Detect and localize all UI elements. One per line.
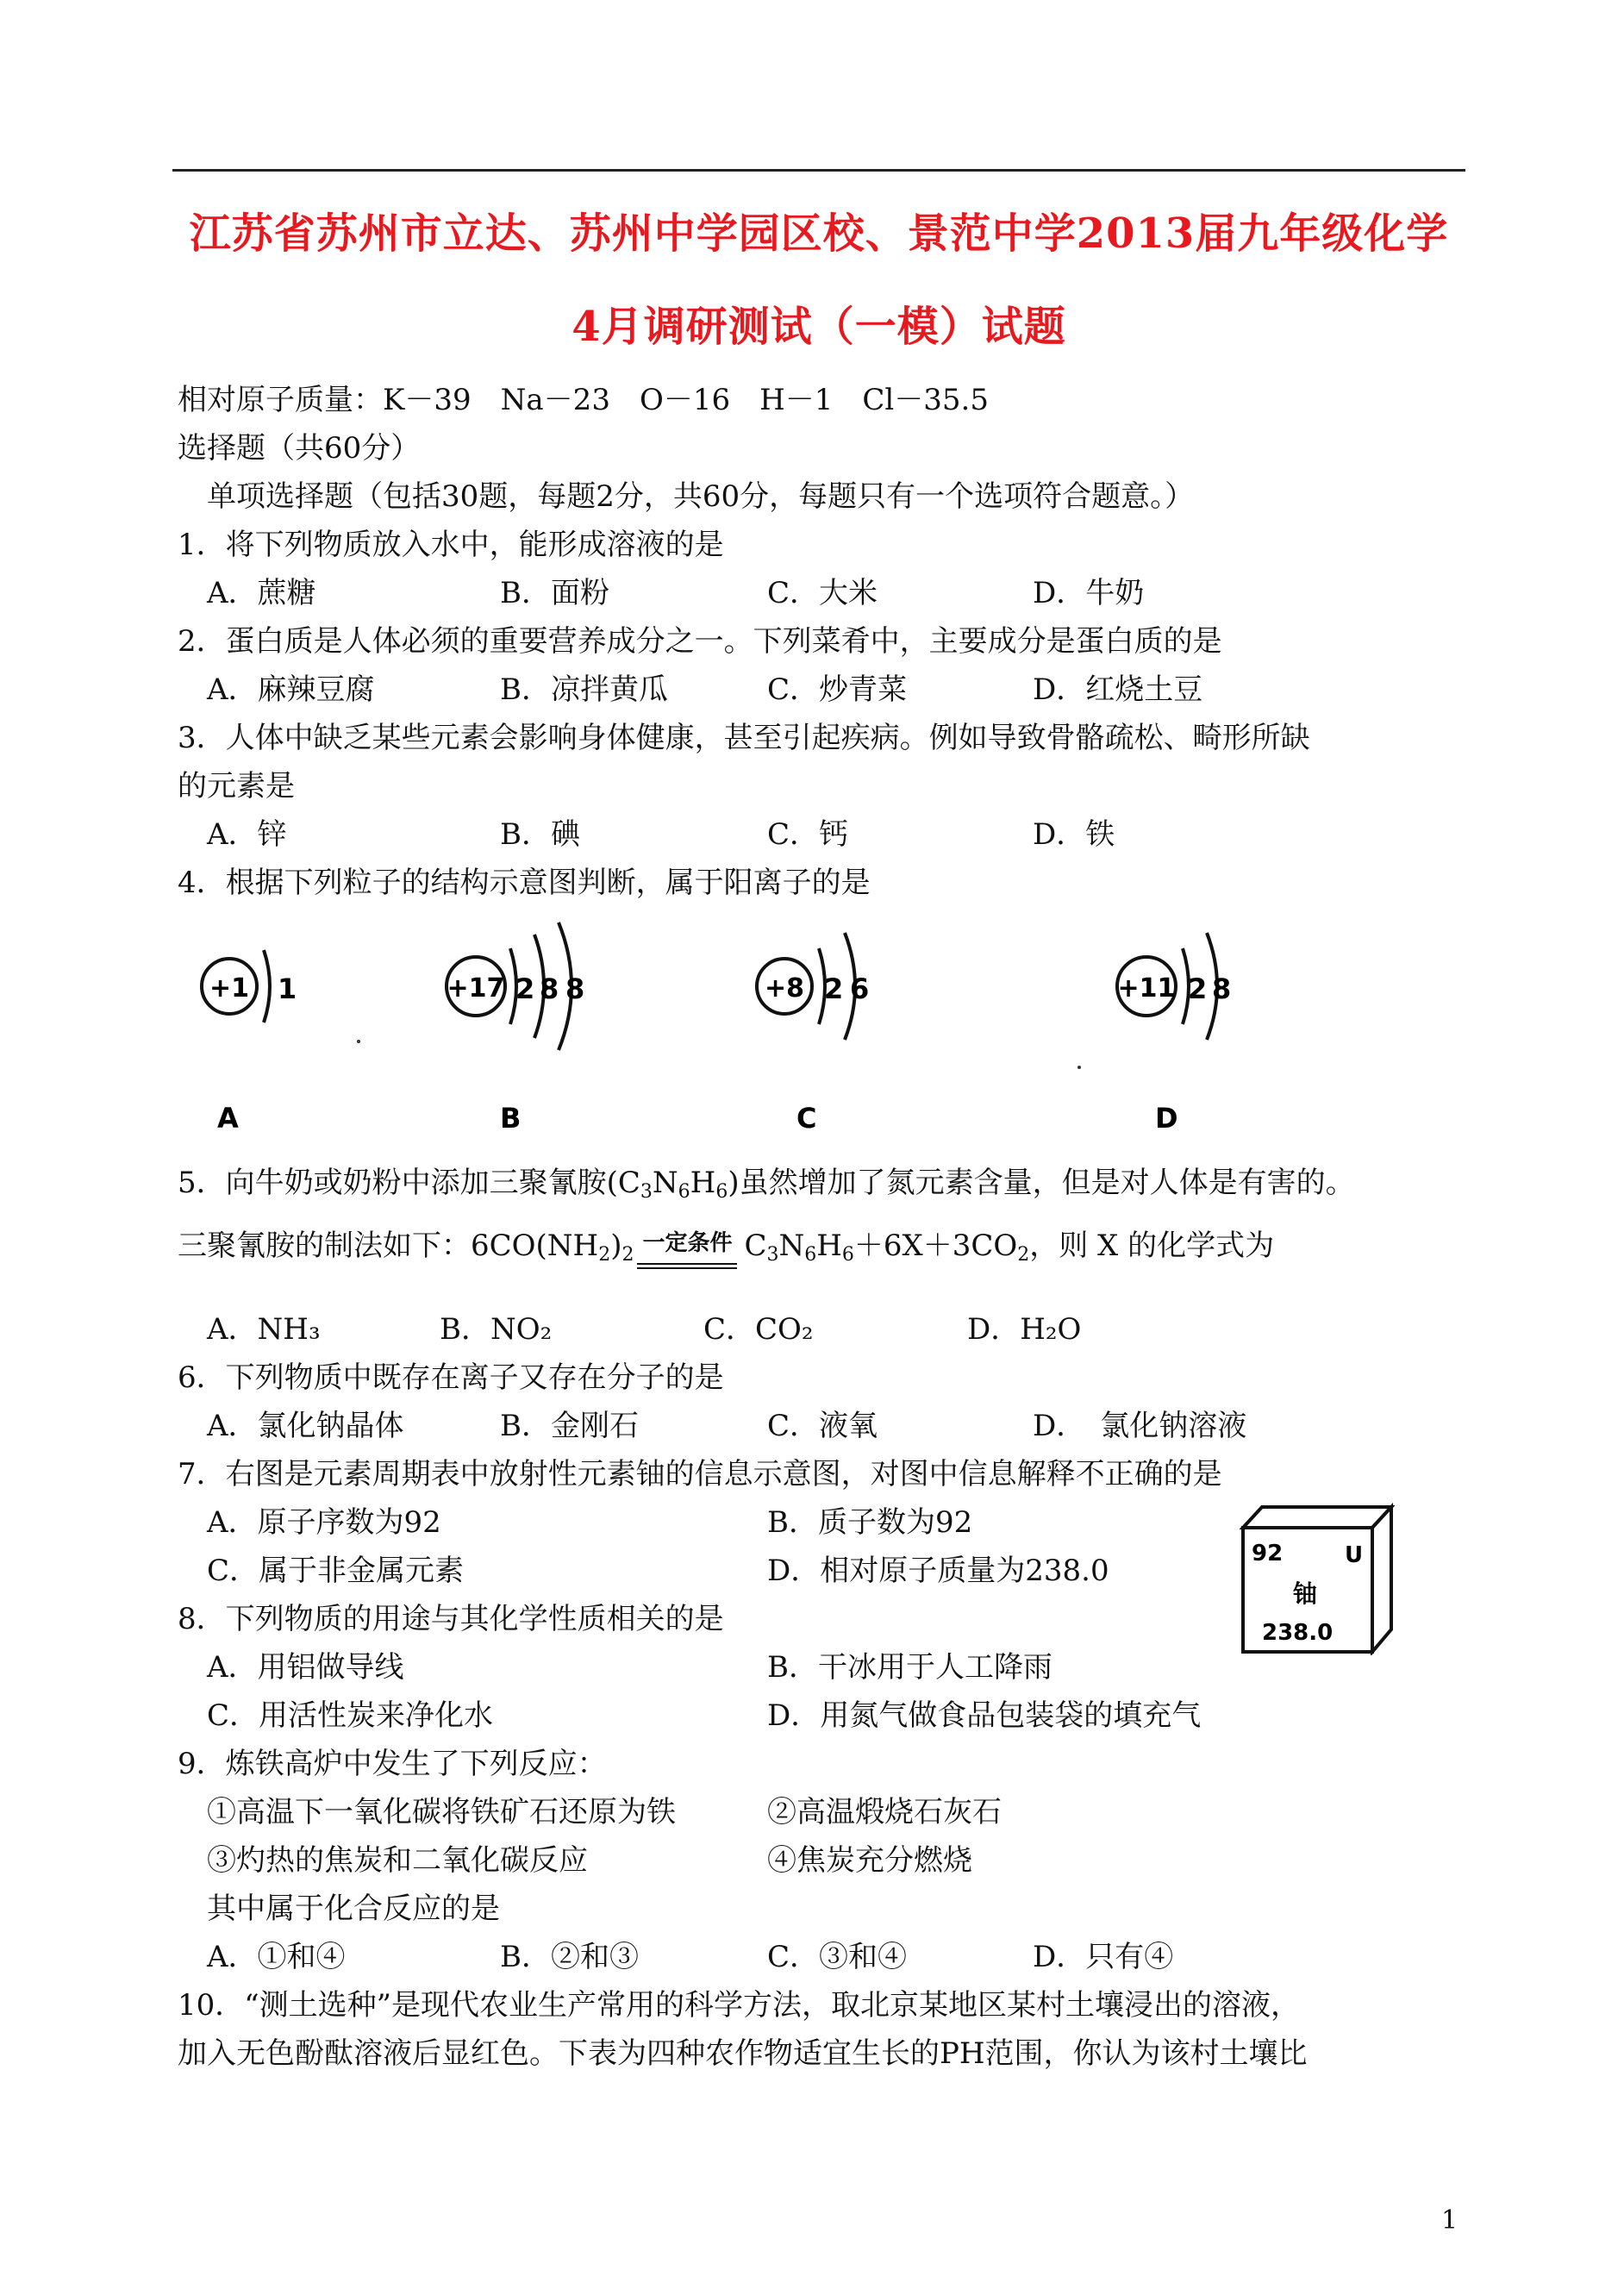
atom-a-shell-1: 1 [278, 972, 297, 1005]
exam-title-line-1: 江苏省苏州市立达、苏州中学园区校、景范中学2013届九年级化学 [189, 209, 1449, 258]
q9-sub-question: 其中属于化合反应的是 [207, 1892, 500, 1926]
reaction-condition: 一定条件 [637, 1224, 737, 1262]
q5-stem: 5．向牛奶或奶粉中添加三聚氰胺$(C_3N_6H_6)$虽然增加了氮元素含量，但是对人体是有害的。 [178, 1166, 1355, 1203]
q1-option-b: B．面粉 [500, 576, 609, 610]
q5-equation: 三聚氰胺的制法如下：$6CO(NH_2)_2$ 一定条件 $C_3N_6H_6+6X+3CO_2$，则 X 的化学式为 [178, 1224, 1274, 1265]
exam-title-line-2: 4月调研测试（一模）试题 [572, 303, 1066, 351]
q10-line-2: 加入无色酚酞溶液后显红色。下表为四种农作物适宜生长的PH范围，你认为该村土壤比 [178, 2036, 1308, 2071]
q6-option-a: A．氯化钠晶体 [207, 1409, 404, 1443]
uranium-atomic-mass: 238.0 [1262, 1620, 1334, 1646]
q2-option-b: B．凉拌黄瓜 [500, 672, 668, 707]
atom-c-nucleus: +8 [764, 973, 805, 1004]
q5-option-c: C．CO₂ [703, 1312, 814, 1347]
q3-stem-1: 3．人体中缺乏某些元素会影响身体健康，甚至引起疾病。例如导致骨骼疏松、畸形所缺 [178, 721, 1310, 755]
q8-option-c: C．用活性炭来净化水 [207, 1698, 494, 1733]
q2-option-d: D．红烧土豆 [1033, 672, 1203, 707]
uranium-atomic-number: 92 [1252, 1541, 1284, 1566]
atom-diagrams [0, 914, 1624, 1155]
q9-option-a: A．①和④ [207, 1940, 346, 1974]
atom-b-label: B [500, 1102, 522, 1135]
header-rule [172, 169, 1465, 172]
uranium-symbol: U [1345, 1542, 1364, 1568]
q2-option-a: A．麻辣豆腐 [207, 672, 375, 707]
q7-option-b: B．质子数为92 [767, 1505, 973, 1540]
q5-eq-a: 三聚氰胺的制法如下：6CO(NH [178, 1229, 599, 1263]
q5-eq-c: ，则 X 的化学式为 [1029, 1229, 1275, 1263]
q9-stem: 9．炼铁高炉中发生了下列反应： [178, 1747, 607, 1781]
page-number: 1 [1441, 2205, 1458, 2236]
q1-option-d: D．牛奶 [1033, 576, 1145, 610]
q9-option-b: B．②和③ [500, 1940, 639, 1974]
q3-option-a: A．锌 [207, 817, 287, 852]
atom-diagram-b [447, 922, 584, 1050]
q6-option-b: B．金刚石 [500, 1409, 639, 1443]
q5-stem-a: 5．向牛奶或奶粉中添加三聚氰胺(C [178, 1166, 640, 1200]
q3-option-c: C．钙 [767, 817, 849, 852]
atom-c-shell-1: 2 [824, 972, 844, 1005]
q9-item-4: ④焦炭充分燃烧 [767, 1843, 972, 1878]
atom-d-label: D [1155, 1102, 1178, 1135]
q1-stem: 1．将下列物质放入水中，能形成溶液的是 [178, 528, 724, 562]
atom-a-label: A [217, 1102, 239, 1135]
section-title: 选择题（共60分） [178, 431, 421, 466]
q2-option-c: C．炒青菜 [767, 672, 908, 707]
q1-option-c: C．大米 [767, 576, 878, 610]
q9-option-c: C．③和④ [767, 1940, 908, 1974]
q8-option-d: D．用氮气做食品包装袋的填充气 [767, 1698, 1202, 1733]
atom-d-shell-2: 8 [1212, 972, 1232, 1005]
q1-option-a: A．蔗糖 [207, 576, 316, 610]
q8-option-b: B．干冰用于人工降雨 [767, 1650, 1052, 1685]
q9-option-d: D．只有④ [1033, 1940, 1174, 1974]
atomic-masses: 相对原子质量：K－39 Na－23 O－16 H－1 Cl－35.5 [178, 383, 989, 417]
q4-stem: 4．根据下列粒子的结构示意图判断，属于阳离子的是 [178, 866, 871, 900]
uranium-element-card [1240, 1500, 1395, 1655]
q5-option-d: D．H₂O [967, 1312, 1082, 1347]
q10-line-1: 10．“测土选种”是现代农业生产常用的科学方法，取北京某地区某村土壤浸出的溶液， [178, 1988, 1301, 2023]
q7-stem: 7．右图是元素周期表中放射性元素铀的信息示意图，对图中信息解释不正确的是 [178, 1457, 1222, 1491]
atom-diagram-a [202, 950, 297, 1022]
q7-option-d: D．相对原子质量为238.0 [767, 1554, 1109, 1588]
instructions: 单项选择题（包括30题，每题2分，共60分，每题只有一个选项符合题意。） [207, 479, 1195, 514]
q5-option-b: B．NO₂ [440, 1312, 553, 1347]
atom-b-shell-1: 2 [515, 972, 535, 1005]
q8-option-a: A．用铝做导线 [207, 1650, 404, 1685]
atom-d-shell-1: 2 [1188, 972, 1208, 1005]
q3-option-b: B．碘 [500, 817, 580, 852]
atom-c-label: C [796, 1102, 817, 1135]
atom-b-nucleus: +17 [447, 973, 505, 1004]
q5-option-a: A．NH₃ [207, 1312, 321, 1347]
atom-d-nucleus: +11 [1117, 973, 1176, 1004]
q5-stem-b: )虽然增加了氮元素含量，但是对人体是有害的。 [728, 1166, 1355, 1200]
q5-eq-b: ＋6X＋3CO [853, 1229, 1018, 1263]
atom-c-shell-2: 6 [850, 972, 870, 1005]
atom-diagram-c [757, 933, 869, 1040]
atom-b-shell-3: 8 [565, 972, 585, 1005]
q9-item-1: ①高温下一氧化碳将铁矿石还原为铁 [207, 1795, 676, 1829]
q7-option-a: A．原子序数为92 [207, 1505, 441, 1540]
q3-stem-2: 的元素是 [178, 769, 295, 804]
q7-option-c: C．属于非金属元素 [207, 1554, 465, 1588]
q9-item-3: ③灼热的焦炭和二氧化碳反应 [207, 1843, 588, 1878]
atom-b-shell-2: 8 [540, 972, 559, 1005]
q3-option-d: D．铁 [1033, 817, 1115, 852]
q6-option-d: D． 氯化钠溶液 [1033, 1409, 1247, 1443]
q9-item-2: ②高温煅烧石灰石 [767, 1795, 1002, 1829]
q6-stem: 6．下列物质中既存在离子又存在分子的是 [178, 1360, 724, 1395]
atom-diagram-d [1117, 933, 1231, 1040]
q6-option-c: C．液氧 [767, 1409, 878, 1443]
uranium-name: 铀 [1293, 1579, 1318, 1608]
q2-stem: 2．蛋白质是人体必须的重要营养成分之一。下列菜肴中，主要成分是蛋白质的是 [178, 624, 1222, 659]
q8-stem: 8．下列物质的用途与其化学性质相关的是 [178, 1602, 724, 1636]
atom-a-nucleus: +1 [209, 973, 250, 1004]
